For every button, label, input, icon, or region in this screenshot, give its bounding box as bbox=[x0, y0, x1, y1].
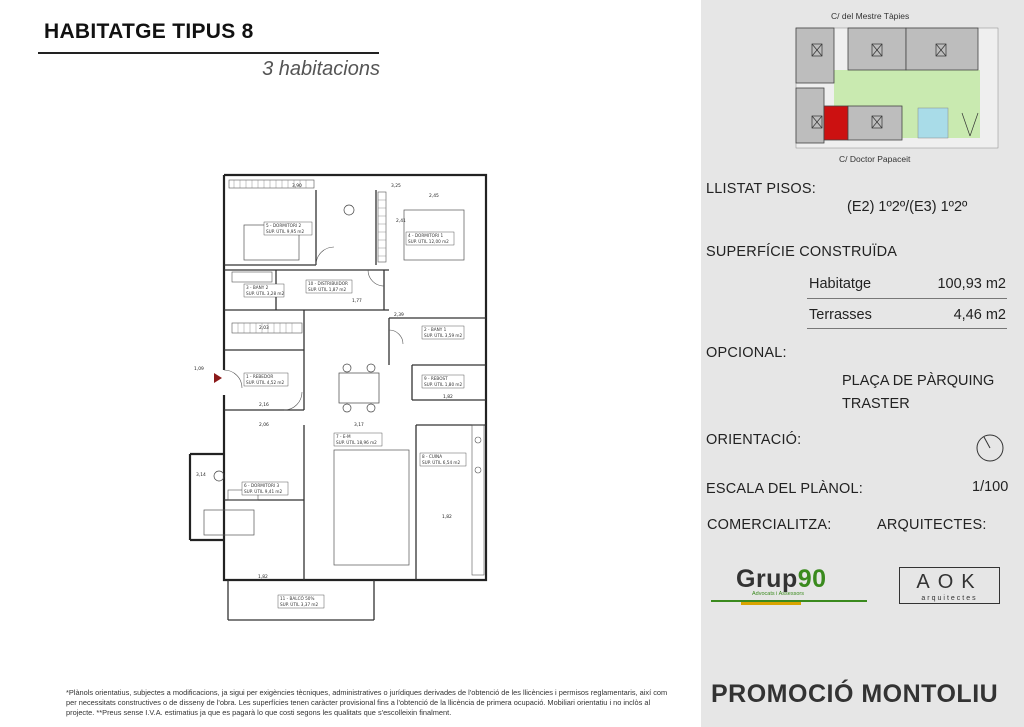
info-panel bbox=[701, 0, 1024, 727]
room-area: SUP. ÚTIL 3,28 m2 bbox=[246, 291, 285, 296]
row-divider bbox=[807, 328, 1007, 329]
grup90-text: Grup bbox=[736, 565, 798, 593]
title-divider bbox=[38, 52, 379, 54]
housing-value: 100,93 m2 bbox=[937, 276, 1006, 292]
listing-label: LLISTAT PISOS: bbox=[706, 181, 816, 197]
room-area: SUP. ÚTIL 6,54 m2 bbox=[422, 460, 461, 465]
dimension-label: 1,77 bbox=[352, 299, 362, 304]
room-label: 11 - BALCÓ 50% bbox=[280, 596, 315, 601]
room-label: 10 - DISTRIBUIDOR bbox=[308, 281, 348, 286]
room-label: 3 - BANY 2 bbox=[246, 285, 269, 290]
promotion-title: PROMOCIÓ MONTOLIU bbox=[711, 680, 999, 708]
site-plan bbox=[786, 18, 1011, 153]
orientation-label: ORIENTACIÓ: bbox=[706, 432, 802, 448]
room-area: SUP. ÚTIL 18,96 m2 bbox=[336, 440, 377, 445]
dimension-label: 3,14 bbox=[196, 473, 206, 478]
aok-subtitle: arquitectes bbox=[921, 595, 978, 602]
dimension-label: 2,06 bbox=[259, 423, 269, 428]
room-label: 9 - REBOST bbox=[424, 376, 448, 381]
housing-label: Habitatge bbox=[809, 276, 872, 292]
grup90-subtitle: Advocats i Assessors bbox=[752, 591, 804, 597]
dimension-label: 1,09 bbox=[194, 367, 204, 372]
dimension-label: 1,82 bbox=[442, 515, 452, 520]
page-subtitle: 3 habitacions bbox=[262, 58, 380, 80]
room-label: 6 - DORMITORI 3 bbox=[244, 483, 280, 488]
dimension-label: 3,25 bbox=[391, 184, 401, 189]
street-bottom-label: C/ Doctor Papaceit bbox=[839, 154, 911, 164]
room-area: SUP. ÚTIL 1,80 m2 bbox=[424, 382, 463, 387]
dimension-label: 2,16 bbox=[259, 403, 269, 408]
dimension-label: 3,90 bbox=[292, 184, 302, 189]
grup90-logo bbox=[736, 565, 827, 594]
room-label: 4 - DORMITORI 1 bbox=[408, 233, 444, 238]
marketer-label: COMERCIALITZA: bbox=[707, 517, 832, 533]
room-label: 5 - DORMITORI 2 bbox=[266, 223, 302, 228]
disclaimer-text: *Plànols orientatius, subjectes a modificacions, ja sigui per exigències tècniques, administratives o jurídiques derivades de l'obtenció de les llicències i permisos reglamentaris, així com per necessitats constructives o de disseny de l'obra. Les superfícies tenen caràcter provisional fins a l'obtenció de la llicència de primera ocupació. Mobiliari orientatiu i no inclòs al projecte. **Preus sense I.V.A. estimatius ja que es pagarà lo que costi segons les qualitats que s'escolleixin finalment. bbox=[66, 688, 668, 717]
room-area: SUP. ÚTIL 12,00 m2 bbox=[408, 239, 449, 244]
page-title: HABITATGE TIPUS 8 bbox=[44, 20, 254, 43]
listing-value: (E2) 1º2º/(E3) 1º2º bbox=[847, 199, 968, 215]
room-area: SUP. ÚTIL 3,59 m2 bbox=[424, 333, 463, 338]
room-label: 8 - CUINA bbox=[422, 454, 443, 459]
row-divider bbox=[807, 298, 1007, 299]
room-area: SUP. ÚTIL 4,52 m2 bbox=[246, 380, 285, 385]
dimension-label: 1,82 bbox=[258, 575, 268, 580]
optional-label: OPCIONAL: bbox=[706, 345, 787, 361]
dimension-label: 1,82 bbox=[443, 395, 453, 400]
architects-label: ARQUITECTES: bbox=[877, 517, 987, 533]
room-label: 7 - E-M bbox=[336, 434, 351, 439]
grup90-number: 90 bbox=[797, 565, 827, 593]
room-area: SUP. ÚTIL 3,37 m2 bbox=[280, 602, 319, 607]
floor-plan bbox=[184, 170, 504, 625]
street-top-label: C/ del Mestre Tàpies bbox=[831, 11, 910, 21]
dimension-label: 2,41 bbox=[396, 219, 406, 224]
terrace-label: Terrasses bbox=[809, 307, 872, 323]
optional-storage: TRASTER bbox=[842, 396, 910, 412]
room-label: 1 - REBEDOR bbox=[246, 374, 274, 379]
dimension-label: 3,17 bbox=[354, 423, 364, 428]
dimension-label: 2,39 bbox=[394, 313, 404, 318]
surface-label: SUPERFÍCIE CONSTRUÏDA bbox=[706, 244, 898, 260]
terrace-value: 4,46 m2 bbox=[953, 307, 1006, 323]
scale-value: 1/100 bbox=[972, 479, 1009, 495]
compass-icon bbox=[975, 433, 1005, 463]
aok-logo bbox=[899, 567, 1000, 604]
optional-parking: PLAÇA DE PÀRQUING bbox=[842, 373, 995, 389]
room-area: SUP. ÚTIL 9,95 m2 bbox=[266, 229, 305, 234]
aok-text: AOK bbox=[916, 571, 983, 593]
scale-label: ESCALA DEL PLÀNOL: bbox=[706, 481, 863, 497]
room-area: SUP. ÚTIL 9,41 m2 bbox=[244, 489, 283, 494]
room-area: SUP. ÚTIL 1,87 m2 bbox=[308, 287, 347, 292]
room-label: 2 - BANY 1 bbox=[424, 327, 447, 332]
grup90-bar bbox=[711, 600, 867, 606]
dimension-label: 2,03 bbox=[259, 326, 269, 331]
dimension-label: 2,45 bbox=[429, 194, 439, 199]
